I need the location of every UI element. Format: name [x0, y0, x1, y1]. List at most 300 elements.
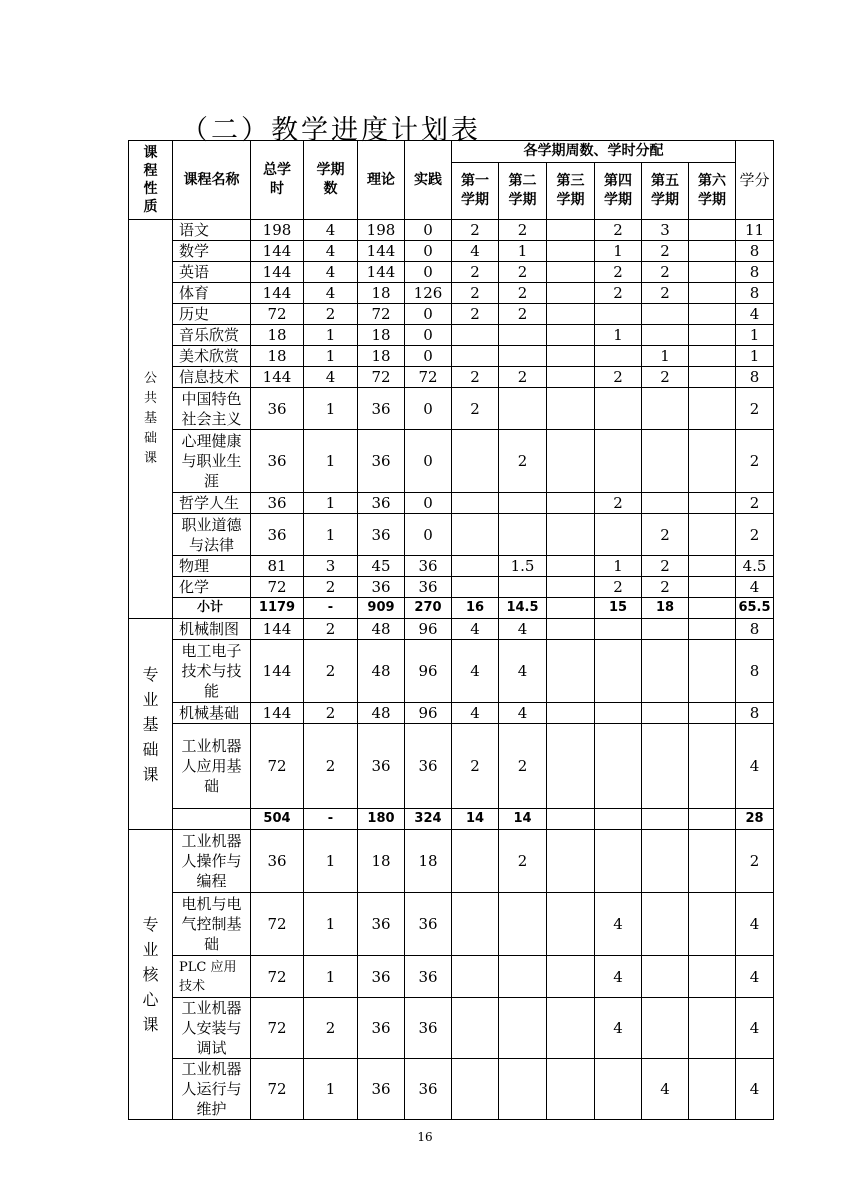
sem5: 2 [642, 556, 689, 577]
sem5 [642, 998, 689, 1059]
sem5 [642, 830, 689, 893]
total-hours: 144 [251, 241, 304, 262]
theory-hours: 144 [358, 262, 405, 283]
semesters-count: 1 [304, 514, 358, 556]
sem4 [595, 304, 642, 325]
sem2 [499, 346, 547, 367]
teaching-schedule-table [128, 140, 774, 1120]
theory-hours: 48 [358, 703, 405, 724]
sem4: 1 [595, 556, 642, 577]
header-course-name: 课程名称 [173, 141, 251, 220]
sem3 [547, 556, 595, 577]
sem1: 2 [452, 304, 499, 325]
sem1: 2 [452, 283, 499, 304]
total-hours: 36 [251, 830, 304, 893]
header-course-type: 课程性质 [129, 141, 173, 220]
table-row [129, 514, 774, 556]
semesters-count: 2 [304, 577, 358, 598]
practice-hours: 0 [405, 346, 452, 367]
theory-hours: 36 [358, 893, 405, 956]
sem3 [547, 346, 595, 367]
credits: 65.5 [736, 598, 774, 619]
sem5: 18 [642, 598, 689, 619]
theory-hours: 48 [358, 619, 405, 640]
sem5 [642, 388, 689, 430]
practice-hours: 324 [405, 809, 452, 830]
table-row [129, 619, 774, 640]
total-hours: 144 [251, 367, 304, 388]
sem3 [547, 809, 595, 830]
sem3 [547, 640, 595, 703]
total-hours: 198 [251, 220, 304, 241]
sem1 [452, 556, 499, 577]
sem5: 2 [642, 262, 689, 283]
sem2: 4 [499, 619, 547, 640]
practice-hours: 0 [405, 430, 452, 493]
course-name: 机械基础 [173, 703, 251, 724]
sem1 [452, 577, 499, 598]
sem1 [452, 1059, 499, 1120]
theory-hours: 36 [358, 724, 405, 809]
page-number: 16 [417, 1130, 433, 1144]
sem1: 4 [452, 640, 499, 703]
theory-hours: 144 [358, 241, 405, 262]
table-row [129, 325, 774, 346]
sem6 [689, 956, 736, 998]
credits: 1 [736, 325, 774, 346]
table-row [129, 556, 774, 577]
sem3 [547, 388, 595, 430]
practice-hours: 18 [405, 830, 452, 893]
sem5: 2 [642, 514, 689, 556]
sem4: 2 [595, 367, 642, 388]
practice-hours: 96 [405, 703, 452, 724]
sem2 [499, 388, 547, 430]
practice-hours: 126 [405, 283, 452, 304]
semesters-count: 3 [304, 556, 358, 577]
sem3 [547, 262, 595, 283]
course-name: 物理 [173, 556, 251, 577]
table-row [129, 241, 774, 262]
table-row [129, 1059, 774, 1120]
credits: 4 [736, 893, 774, 956]
total-hours: 72 [251, 1059, 304, 1120]
course-name: 信息技术 [173, 367, 251, 388]
credits: 8 [736, 367, 774, 388]
total-hours: 72 [251, 893, 304, 956]
header-sem1: 第一学期 [452, 163, 499, 220]
sem3 [547, 325, 595, 346]
sem2: 2 [499, 262, 547, 283]
total-hours: 72 [251, 998, 304, 1059]
sem6 [689, 283, 736, 304]
course-name: PLC 应用技术 [173, 956, 251, 998]
course-name [173, 809, 251, 830]
course-name: 电机与电气控制基础 [173, 893, 251, 956]
semesters-count: 2 [304, 304, 358, 325]
sem5 [642, 619, 689, 640]
semesters-count: 1 [304, 325, 358, 346]
credits: 4.5 [736, 556, 774, 577]
header-practice: 实践 [405, 141, 452, 220]
theory-hours: 36 [358, 998, 405, 1059]
theory-hours: 909 [358, 598, 405, 619]
semesters-count: 1 [304, 1059, 358, 1120]
sem2: 1.5 [499, 556, 547, 577]
sem6 [689, 893, 736, 956]
sem1: 4 [452, 703, 499, 724]
sem6 [689, 577, 736, 598]
credits: 4 [736, 304, 774, 325]
sem5 [642, 325, 689, 346]
sem4: 2 [595, 493, 642, 514]
table-row [129, 724, 774, 809]
sem1: 16 [452, 598, 499, 619]
sem6 [689, 998, 736, 1059]
sem4 [595, 430, 642, 493]
sem2: 2 [499, 830, 547, 893]
total-hours: 72 [251, 577, 304, 598]
sem2: 4 [499, 640, 547, 703]
credits: 2 [736, 430, 774, 493]
sem1 [452, 893, 499, 956]
sem1: 2 [452, 388, 499, 430]
total-hours: 144 [251, 262, 304, 283]
sem2 [499, 493, 547, 514]
sem1 [452, 514, 499, 556]
total-hours: 81 [251, 556, 304, 577]
total-hours: 36 [251, 388, 304, 430]
credits: 28 [736, 809, 774, 830]
sem5 [642, 893, 689, 956]
sem4 [595, 1059, 642, 1120]
practice-hours: 270 [405, 598, 452, 619]
sem5 [642, 724, 689, 809]
sem2: 14 [499, 809, 547, 830]
sem1: 2 [452, 220, 499, 241]
course-name: 工业机器人安装与调试 [173, 998, 251, 1059]
sem4 [595, 724, 642, 809]
total-hours: 504 [251, 809, 304, 830]
credits: 4 [736, 956, 774, 998]
sem3 [547, 514, 595, 556]
sem6 [689, 514, 736, 556]
theory-hours: 36 [358, 430, 405, 493]
sem4: 1 [595, 325, 642, 346]
sem4 [595, 703, 642, 724]
semesters-count: 1 [304, 493, 358, 514]
total-hours: 1179 [251, 598, 304, 619]
total-hours: 36 [251, 514, 304, 556]
header-sem6: 第六学期 [689, 163, 736, 220]
sem4: 1 [595, 241, 642, 262]
sem6 [689, 325, 736, 346]
practice-hours: 0 [405, 493, 452, 514]
sem1 [452, 346, 499, 367]
table-row [129, 577, 774, 598]
sem4: 4 [595, 998, 642, 1059]
sem2: 2 [499, 283, 547, 304]
course-name: 电工电子技术与技能 [173, 640, 251, 703]
credits: 4 [736, 998, 774, 1059]
sem6 [689, 262, 736, 283]
course-name: 历史 [173, 304, 251, 325]
header-sem3: 第三学期 [547, 163, 595, 220]
semesters-count: 4 [304, 241, 358, 262]
header-semesters-count: 学期数 [304, 141, 358, 220]
theory-hours: 45 [358, 556, 405, 577]
course-name: 英语 [173, 262, 251, 283]
sem4: 2 [595, 262, 642, 283]
total-hours: 144 [251, 619, 304, 640]
theory-hours: 18 [358, 346, 405, 367]
theory-hours: 36 [358, 1059, 405, 1120]
table-row [129, 367, 774, 388]
credits: 8 [736, 241, 774, 262]
course-name: 语文 [173, 220, 251, 241]
theory-hours: 180 [358, 809, 405, 830]
sem2: 4 [499, 703, 547, 724]
table-row [129, 283, 774, 304]
semesters-count: 1 [304, 430, 358, 493]
sem2 [499, 893, 547, 956]
semesters-count: 1 [304, 346, 358, 367]
category-public: 公共基础课 [129, 220, 173, 619]
sem6 [689, 220, 736, 241]
sem6 [689, 640, 736, 703]
sem6 [689, 809, 736, 830]
semesters-count: 2 [304, 998, 358, 1059]
sem3 [547, 830, 595, 893]
sem1 [452, 493, 499, 514]
practice-hours: 36 [405, 556, 452, 577]
sem3 [547, 1059, 595, 1120]
sem2: 2 [499, 220, 547, 241]
header-total-hours: 总学时 [251, 141, 304, 220]
course-name: 工业机器人运行与维护 [173, 1059, 251, 1120]
course-name: 哲学人生 [173, 493, 251, 514]
sem5: 4 [642, 1059, 689, 1120]
sem3 [547, 703, 595, 724]
semesters-count: 1 [304, 830, 358, 893]
table-row [129, 956, 774, 998]
semesters-count: 4 [304, 283, 358, 304]
course-name: 中国特色社会主义 [173, 388, 251, 430]
total-hours: 36 [251, 493, 304, 514]
theory-hours: 72 [358, 304, 405, 325]
credits: 1 [736, 346, 774, 367]
theory-hours: 72 [358, 367, 405, 388]
practice-hours: 0 [405, 325, 452, 346]
sem5 [642, 640, 689, 703]
sem6 [689, 1059, 736, 1120]
table-row [129, 262, 774, 283]
sem5: 2 [642, 283, 689, 304]
sem1: 14 [452, 809, 499, 830]
practice-hours: 96 [405, 619, 452, 640]
sem2 [499, 998, 547, 1059]
theory-hours: 36 [358, 514, 405, 556]
sem2: 2 [499, 367, 547, 388]
sem3 [547, 998, 595, 1059]
table-row [129, 598, 774, 619]
sem3 [547, 619, 595, 640]
sem3 [547, 724, 595, 809]
practice-hours: 0 [405, 514, 452, 556]
sem6 [689, 556, 736, 577]
theory-hours: 18 [358, 283, 405, 304]
sem4 [595, 514, 642, 556]
semesters-count: 2 [304, 703, 358, 724]
total-hours: 18 [251, 325, 304, 346]
course-name: 小计 [173, 598, 251, 619]
sem2: 2 [499, 724, 547, 809]
total-hours: 72 [251, 724, 304, 809]
sem2: 2 [499, 304, 547, 325]
course-name: 机械制图 [173, 619, 251, 640]
semesters-count: 2 [304, 640, 358, 703]
credits: 2 [736, 830, 774, 893]
sem4: 2 [595, 577, 642, 598]
table-row [129, 703, 774, 724]
sem1: 2 [452, 724, 499, 809]
total-hours: 36 [251, 430, 304, 493]
semesters-count: 2 [304, 724, 358, 809]
table-row [129, 893, 774, 956]
sem3 [547, 598, 595, 619]
header-sem4: 第四学期 [595, 163, 642, 220]
credits: 11 [736, 220, 774, 241]
credits: 8 [736, 640, 774, 703]
table-row [129, 220, 774, 241]
sem5: 2 [642, 241, 689, 262]
theory-hours: 18 [358, 325, 405, 346]
sem4: 4 [595, 893, 642, 956]
theory-hours: 18 [358, 830, 405, 893]
practice-hours: 96 [405, 640, 452, 703]
theory-hours: 36 [358, 493, 405, 514]
header-sem5: 第五学期 [642, 163, 689, 220]
header-sem2: 第二学期 [499, 163, 547, 220]
theory-hours: 36 [358, 956, 405, 998]
total-hours: 144 [251, 640, 304, 703]
table-row [129, 346, 774, 367]
semesters-count: 1 [304, 893, 358, 956]
page-title: （二）教学进度计划表 [181, 115, 481, 146]
table-row [129, 388, 774, 430]
category-prof-basic: 专业基础课 [129, 619, 173, 830]
course-name: 音乐欣赏 [173, 325, 251, 346]
credits: 8 [736, 283, 774, 304]
sem5 [642, 493, 689, 514]
sem4 [595, 619, 642, 640]
practice-hours: 36 [405, 998, 452, 1059]
sem6 [689, 830, 736, 893]
sem3 [547, 493, 595, 514]
credits: 4 [736, 1059, 774, 1120]
sem5 [642, 703, 689, 724]
sem3 [547, 220, 595, 241]
sem6 [689, 703, 736, 724]
header-credits: 学分 [736, 141, 774, 220]
sem2 [499, 577, 547, 598]
sem4: 4 [595, 956, 642, 998]
practice-hours: 36 [405, 893, 452, 956]
practice-hours: 36 [405, 956, 452, 998]
sem2 [499, 1059, 547, 1120]
sem5 [642, 430, 689, 493]
total-hours: 72 [251, 304, 304, 325]
theory-hours: 36 [358, 388, 405, 430]
sem4 [595, 830, 642, 893]
practice-hours: 0 [405, 220, 452, 241]
course-name: 工业机器人应用基础 [173, 724, 251, 809]
sem2 [499, 325, 547, 346]
credits: 8 [736, 703, 774, 724]
sem3 [547, 430, 595, 493]
sem5 [642, 956, 689, 998]
sem1 [452, 998, 499, 1059]
sem6 [689, 367, 736, 388]
course-name: 化学 [173, 577, 251, 598]
sem5 [642, 304, 689, 325]
sem1 [452, 325, 499, 346]
practice-hours: 0 [405, 388, 452, 430]
sem2: 2 [499, 430, 547, 493]
table-row [129, 830, 774, 893]
sem3 [547, 283, 595, 304]
sem6 [689, 493, 736, 514]
sem4 [595, 346, 642, 367]
table-row [129, 430, 774, 493]
course-name: 数学 [173, 241, 251, 262]
total-hours: 144 [251, 283, 304, 304]
sem4: 2 [595, 220, 642, 241]
course-name: 体育 [173, 283, 251, 304]
total-hours: 72 [251, 956, 304, 998]
table-row [129, 640, 774, 703]
sem3 [547, 893, 595, 956]
practice-hours: 0 [405, 304, 452, 325]
semesters-count: 4 [304, 262, 358, 283]
sem2: 14.5 [499, 598, 547, 619]
credits: 8 [736, 262, 774, 283]
sem5: 3 [642, 220, 689, 241]
header-theory: 理论 [358, 141, 405, 220]
sem6 [689, 346, 736, 367]
sem1 [452, 830, 499, 893]
credits: 2 [736, 493, 774, 514]
semesters-count: 4 [304, 367, 358, 388]
theory-hours: 48 [358, 640, 405, 703]
sem3 [547, 577, 595, 598]
practice-hours: 72 [405, 367, 452, 388]
sem6 [689, 304, 736, 325]
sem3 [547, 304, 595, 325]
sem4: 2 [595, 283, 642, 304]
sem1: 4 [452, 241, 499, 262]
sem1: 2 [452, 262, 499, 283]
sem5: 2 [642, 367, 689, 388]
sem6 [689, 430, 736, 493]
credits: 2 [736, 514, 774, 556]
semesters-count: - [304, 598, 358, 619]
total-hours: 18 [251, 346, 304, 367]
sem4 [595, 640, 642, 703]
credits: 2 [736, 388, 774, 430]
sem4 [595, 388, 642, 430]
credits: 4 [736, 577, 774, 598]
